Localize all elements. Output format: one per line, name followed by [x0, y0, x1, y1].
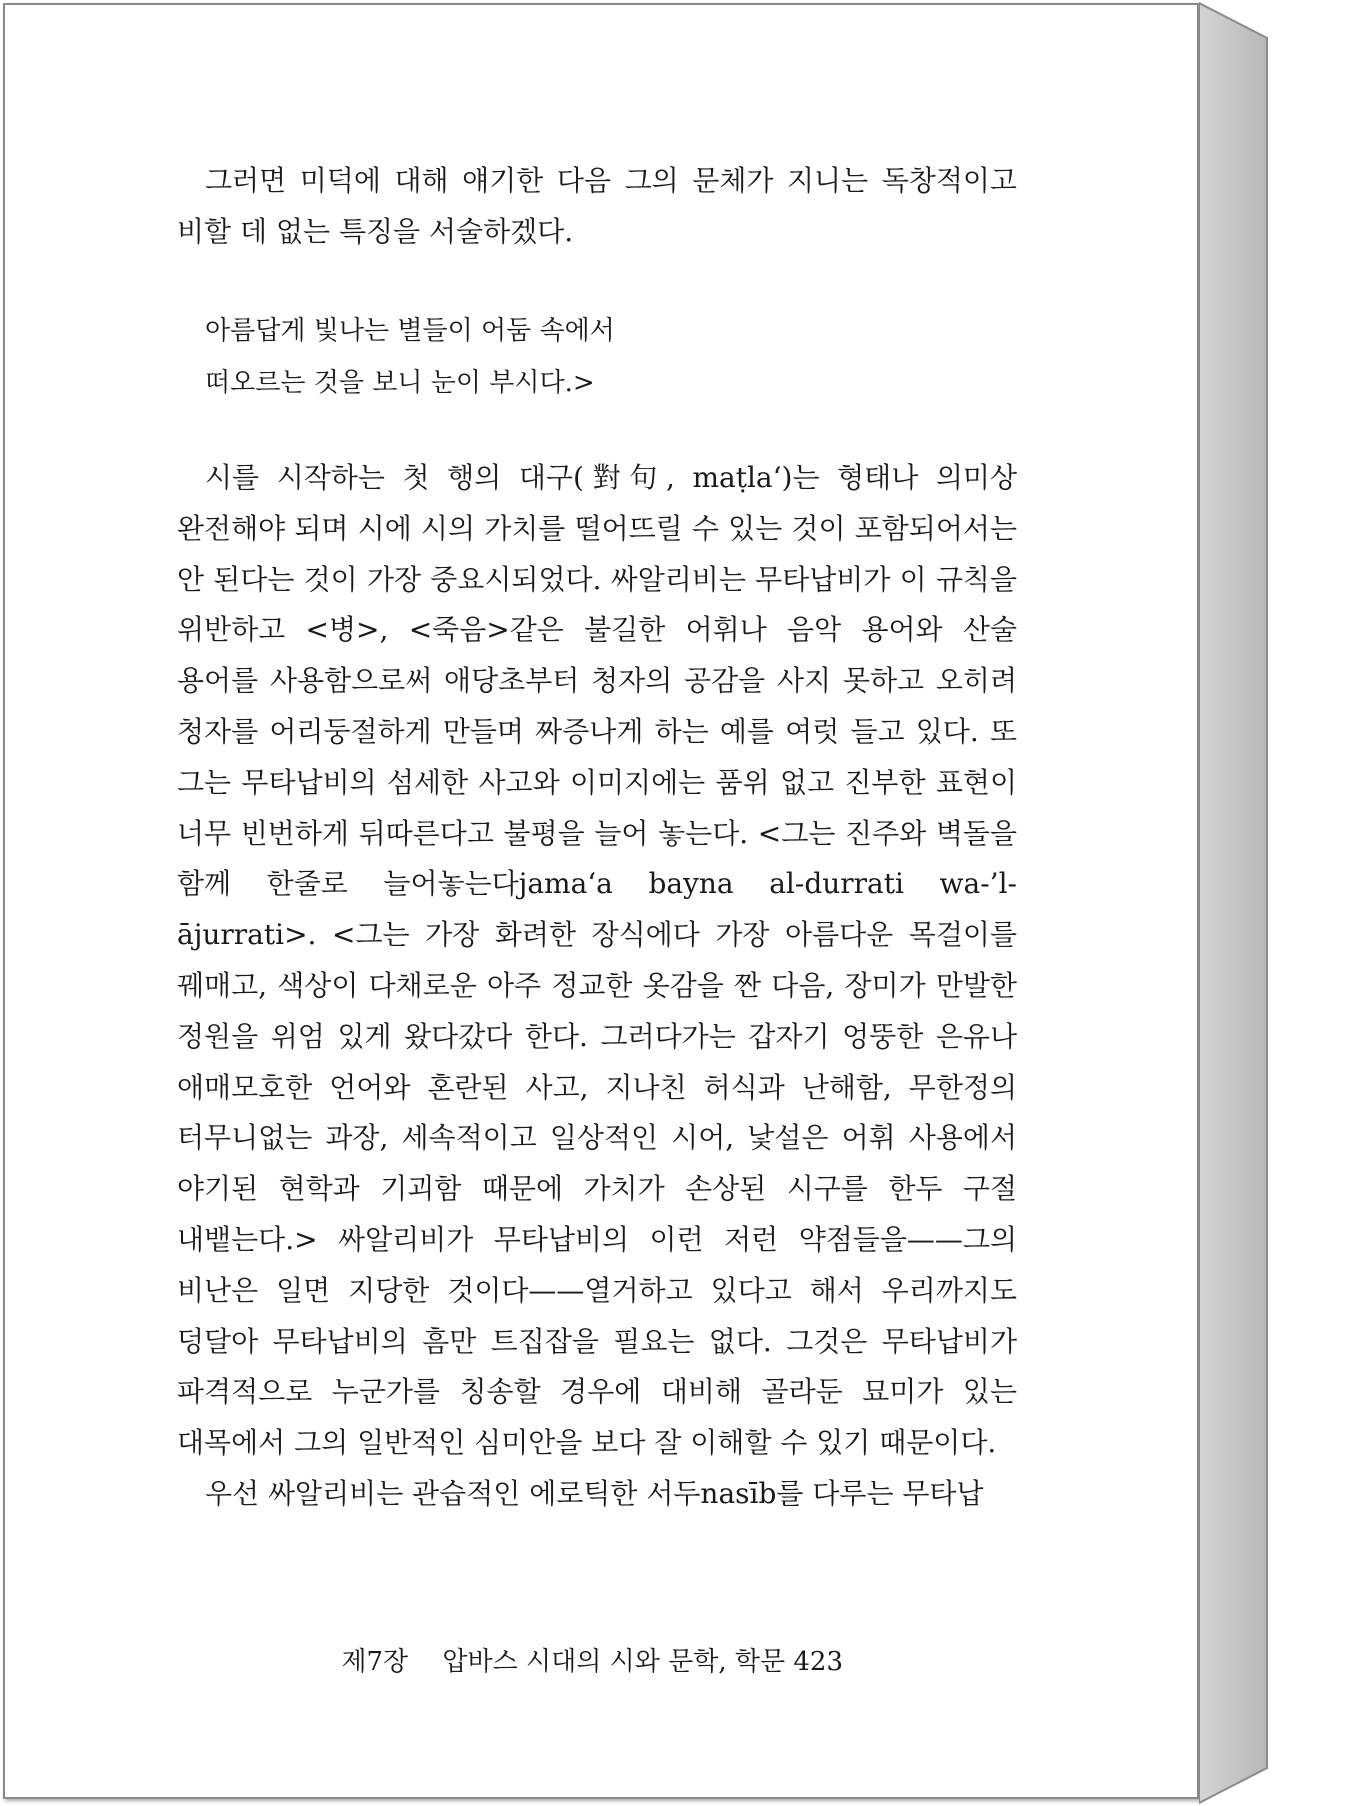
page-body: [177, 155, 1017, 1520]
footer-title: 압바스 시대의 시와 문학, 학문: [442, 1647, 786, 1677]
footer-chapter: 제7장: [341, 1647, 409, 1677]
running-footer: [341, 1641, 843, 1678]
verse-line-1: 아름답게 빛나는 별들이 어둠 속에서: [205, 316, 615, 346]
verse-quote: [205, 305, 1017, 409]
book-spine-side: [1199, 0, 1271, 1806]
last-paragraph: 우선 싸알리비는 관습적인 에로틱한 서두nasīb를 다루는 무타납: [205, 1476, 984, 1510]
book-side-shape: [1199, 0, 1271, 1806]
page-number: 423: [793, 1647, 843, 1677]
book-page: [3, 3, 1199, 1799]
verse-line-2: 떠오르는 것을 보니 눈이 부시다.>: [205, 368, 595, 398]
main-paragraph: 시를 시작하는 첫 행의 대구(對句, maṭla‘)는 형태나 의미상 완전해야 되며 시에 시의 가치를 떨어뜨릴 수 있는 것이 포함되어서는 안 된다는 것이 가장 중요시되었다. 싸알리비는 무타납비가 이 규칙을 위반하고 <병>, <죽음>같은 불길한 어휘나 음악 용어와 산술 용어를 사용함으로써 애당초부터 청자의 공감을 사지 못하고 오히려 청자를 어리둥절하게 만들며 짜증나게 하는 예를 여럿 들고 있다. 또 그는 무타납비의 섬세한 사고와 이미지에는 품위 없고 진부한 표현이 너무 빈번하게 뒤따른다고 불평을 늘어 놓는다. <그는 진주와 벽돌을 함께 한줄로 늘어놓는다jama‘a bayna al-durrati wa-’l-ājurrati>. <그는 가장 화려한 장식에다 가장 아름다운 목걸이를 꿰매고, 색상이 다채로운 아주 정교한 옷감을 짠 다음, 장미가 만발한 정원을 위엄 있게 왔다갔다 한다. 그러다가는 갑자기 엉뚱한 은유나 애매모호한 언어와 혼란된 사고, 지나친 허식과 난해함, 무한정의 터무니없는 과장, 세속적이고 일상적인 시어, 낯설은 어휘 사용에서 야기된 현학과 기괴함 때문에 가치가 손상된 시구를 한두 구절 내뱉는다.> 싸알리비가 무타납비의 이런 저런 약점들을——그의 비난은 일면 지당한 것이다——열거하고 있다고 해서 우리까지도 덩달아 무타납비의 흠만 트집잡을 필요는 없다. 그것은 무타납비가 파격적으로 누군가를 칭송할 경우에 대비해 골라둔 묘미가 있는 대목에서 그의 일반적인 심미안을 보다 잘 이해할 수 있기 때문이다.: [177, 461, 1017, 1460]
intro-paragraph: 그러면 미덕에 대해 얘기한 다음 그의 문체가 지니는 독창적이고 비할 데 없는 특징을 서술하겠다.: [177, 164, 1017, 248]
